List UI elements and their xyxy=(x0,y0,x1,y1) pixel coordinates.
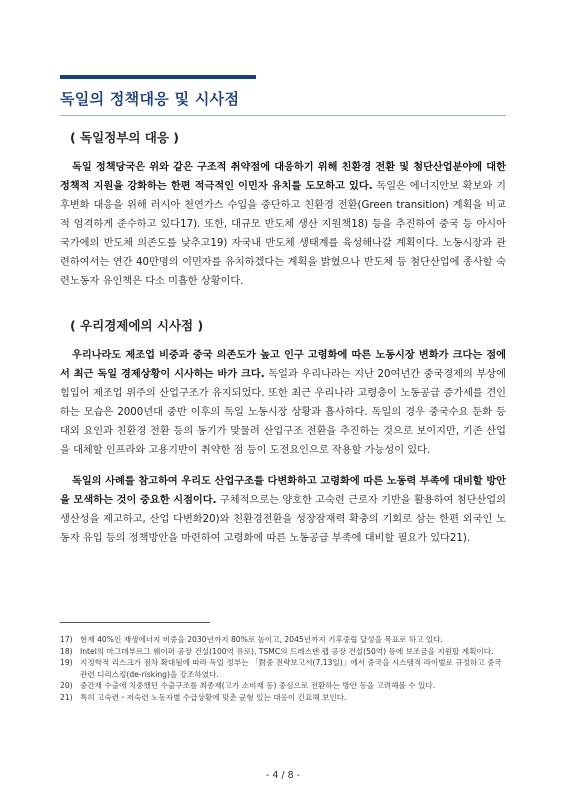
footnote: 21) 특히 고숙련・저숙련 노동자별 수급상황에 맞춘 균형 있는 대응이 긴요해 보인다. xyxy=(60,692,347,702)
footnote: 18) Intel의 마그데부르그 웨이퍼 공장 건설(100억 유로), TSMC의 드레스덴 팹 공장 건설(50억) 등에 보조금을 지원할 계획이다. xyxy=(60,646,494,656)
section-implications xyxy=(60,316,506,548)
paragraph-lead: 독일의 사례를 참고하여 우리도 산업구조를 다변화하고 고령화에 따른 노동력 부족에 대비할 방안을 모색하는 것이 중요한 시점이다. xyxy=(60,476,506,506)
footnote: 19) 지정학적 리스크가 점차 확대됨에 따라 독일 정부는 「對중 전략보고서(7.13일)」에서 중국을 시스템적 라이벌로 규정하고 중국 관련 디리스킹(de-risking)을 강조하였다. xyxy=(60,658,502,679)
paragraph-lead: 독일 정책당국은 위와 같은 구조적 취약점에 대응하기 위해 친환경 전환 및 첨단산업분야에 대한 정책적 지원을 강화하는 한편 적극적인 이민자 유치를 도모하고 있다. xyxy=(60,162,506,192)
paragraph xyxy=(60,158,506,291)
footnotes xyxy=(60,634,510,704)
paragraph-body: 구체적으로는 양호한 고숙련 근로자 기반을 활용하여 첨단산업의 생산성을 제고하고, 산업 다변화20)와 친환경전환을 성장잠재력 확충의 기회로 삼는 한편 외국인 노동자 유입 등의 정책방안을 마련하여 고령화에 따른 노동공급 부족에 대비할 필요가 있다21). xyxy=(60,495,506,544)
title-accent-bar xyxy=(60,75,256,79)
footnote: 17) 현재 40%인 재생에너지 비중을 2030년까지 80%로 높이고, 2045년까지 기후중립 달성을 목표로 하고 있다. xyxy=(60,635,443,644)
page-number: - 4 / 8 - xyxy=(265,770,301,781)
paragraph-lead: 우리나라도 제조업 비중과 중국 의존도가 높고 인구 고령화에 따른 노동시장 변화가 크다는 점에서 최근 독일 경제상황이 시사하는 바가 크다. xyxy=(60,350,506,380)
paragraph-body: 독일은 에너지안보 확보와 기후변화 대응을 위해 러시아 천연가스 수입을 중단하고 친환경 전환(Green transition) 계획을 비교적 엄격하게 준수하고 있다17). 또한, 대규모 반도체 생산 지원책18) 등을 추진하여 중국 등 아시아 국가에의 반도체 의존도를 낮추고19) 자국내 반도체 생태계를 육성해나갈 계획이다. 노동시장과 관련하여서는 연간 40만명의 이민자를 유치하겠다는 계획을 밝혔으나 반도체 등 첨단산업에 종사할 숙련노동자 유인책은 다소 미흡한 상황이다. xyxy=(60,181,507,287)
page-title: 독일의 정책대응 및 시사점 xyxy=(60,90,240,108)
section-heading: ( 우리경제에의 시사점 ) xyxy=(70,318,204,333)
section-heading: ( 독일정부의 대응 ) xyxy=(70,130,180,145)
paragraph-body: 독일과 우리나라는 지난 20여년간 중국경제의 부상에 힘입어 제조업 위주의 산업구조가 유지되었다. 또한 최근 우리나라 고령층이 노동공급 증가세를 견인하는 모습은 2000년대 중반 이후의 독일 노동시장 상황과 흡사하다. 독일의 경우 중국수요 둔화 등 대외 요인과 친환경 전환 등의 동기가 맞물려 산업구조 전환을 추진하는 것으로 보이지만, 기존 산업을 대체할 인프라와 고용기반이 취약한 점 등이 도전요인으로 작용할 가능성이 있다. xyxy=(60,369,506,456)
footnote: 20) 중간재 수출에 치중했던 수출구조를 최종재(고가 소비재 등) 중심으로 전환하는 방안 등을 고려해볼 수 있다. xyxy=(60,681,436,691)
paragraph xyxy=(60,346,506,460)
footnote-divider xyxy=(60,622,210,623)
title-underline xyxy=(60,115,506,116)
section-government-response xyxy=(60,128,506,291)
paragraph xyxy=(60,472,506,548)
